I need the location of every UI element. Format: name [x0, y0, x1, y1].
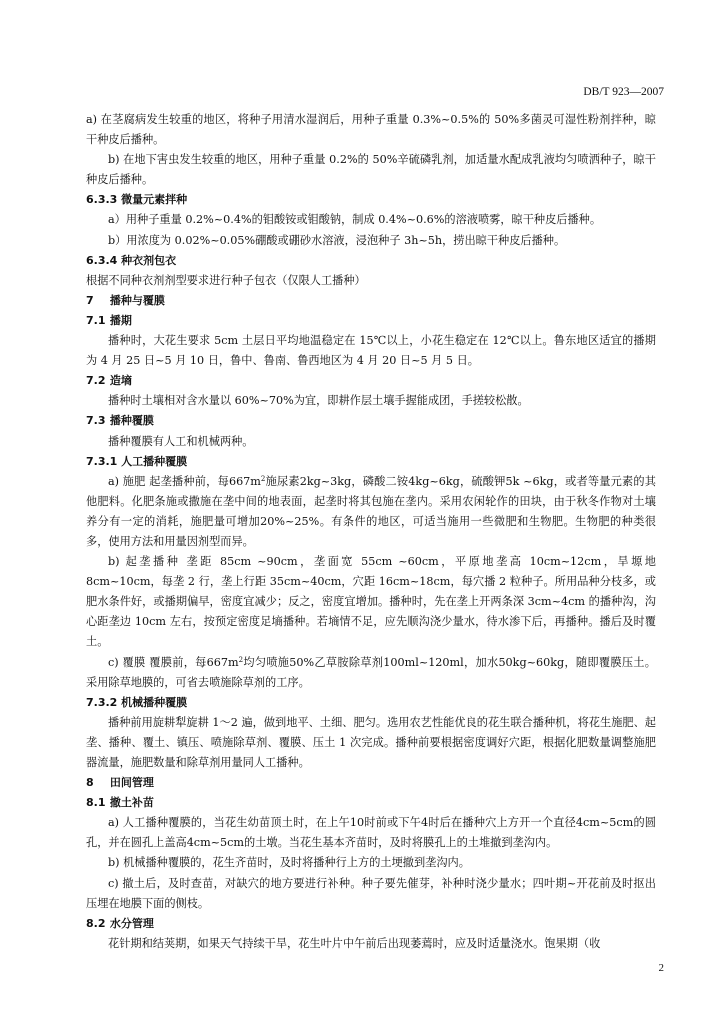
- section-heading-7-1: [86, 311, 656, 331]
- paragraph: a) 人工播种覆膜的，当花生幼苗顶土时，在上午10时前或下午4时后在播种穴上方开一个直径4cm~5cm的圆孔，并在圆孔上盖高4cm~5cm的土墩。当花生基本齐苗时，及时将膜孔上的土堆撤到垄沟内。: [86, 816, 656, 850]
- section-heading-7-3: [86, 411, 656, 431]
- superscript: 2: [260, 474, 266, 483]
- section-title: 播期: [109, 313, 132, 327]
- paragraph: b) 在地下害虫发生较重的地区，用种子重量 0.2%的 50%辛硫磷乳剂，加适量水配成乳液均匀喷洒种子，晾干种皮后播种。: [86, 153, 656, 187]
- section-heading-8: [86, 773, 656, 793]
- section-title: 造墒: [109, 374, 132, 388]
- section-title: 微量元素拌种: [121, 193, 188, 207]
- section-heading-7: [86, 291, 656, 311]
- paragraph: b) 机械播种覆膜的，花生齐苗时，及时将播种行上方的土埂撤到垄沟内。: [108, 856, 470, 870]
- section-heading-8-2: [86, 914, 656, 934]
- paragraph: 播种时，大花生要求 5cm 土层日平均地温稳定在 15℃以上，小花生稳定在 12℃以上。鲁东地区适宜的播期为 4 月 25 日~5 月 10 日，鲁中、鲁南、鲁西地区为 4 月 20 日~5 月 5 日。: [86, 334, 656, 368]
- section-number: 7.3.2: [86, 695, 118, 709]
- paragraph: 播种前用旋耕犁旋耕 1～2 遍，做到地平、土细、肥匀。选用农艺性能优良的花生联合播种机，将花生施肥、起垄、播种、覆土、镇压、喷施除草剂、覆膜、压土 1 次完成。播种前要根据密度调好穴距，根据化肥数量调整施肥器流量，施肥数量和除草剂用量同人工播种。: [86, 715, 656, 769]
- section-title: 田间管理: [109, 776, 154, 790]
- paragraph: 根据不同种衣剂剂型要求进行种子包衣（仅限人工播种）: [86, 273, 366, 287]
- section-number: 7: [86, 293, 94, 307]
- section-title: 播种与覆膜: [109, 293, 165, 307]
- text: c) 覆膜 覆膜前，每667m: [108, 655, 239, 669]
- superscript: 2: [238, 655, 244, 664]
- section-number: 7.3.1: [86, 454, 118, 468]
- page-number: 2: [658, 962, 664, 974]
- section-number: 6.3.4: [86, 253, 118, 267]
- paragraph: a）用种子重量 0.2%~0.4%的钼酸铵或钼酸钠，制成 0.4%~0.6%的溶液喷雾，晾干种皮后播种。: [108, 213, 602, 227]
- section-number: 8.1: [86, 796, 106, 810]
- paragraph: c) 撤土后，及时查苗，对缺穴的地方要进行补种。种子要先催芽，补种时浇少量水；四叶期~开花前及时抠出压埋在地膜下面的侧枝。: [86, 876, 656, 910]
- paragraph: b）用浓度为 0.02%~0.05%硼酸或硼砂水溶液，浸泡种子 3h~5h，捞出晾干种皮后播种。: [108, 233, 566, 247]
- section-title: 水分管理: [109, 916, 154, 930]
- paragraph-film: [86, 653, 656, 693]
- text: 施尿素2kg~3kg，磷酸二铵4kg~6kg，硫酸钾5k ~6kg，或者等量元素的其他肥料。化肥条施或撒施在垄中间的地表面，起垄时将其包施在垄内。采用农闲轮作的田块，由于秋冬作物对土壤养分有一定的消耗，施肥量可增加20%~25%。有条件的地区，可适当施用一些微肥和生物肥。生物肥的种类很多，使用方法和用量因剂型而异。: [86, 474, 656, 548]
- paragraph: 花针期和结荚期，如果天气持续干旱，花生叶片中午前后出现萎蔫时，应及时适量浇水。饱果期（收: [108, 936, 601, 950]
- section-heading-6-3-3: [86, 190, 656, 210]
- document-body: [86, 110, 656, 954]
- section-heading-8-1: [86, 793, 656, 813]
- section-title: 撤土补苗: [109, 796, 154, 810]
- section-heading-6-3-4: [86, 251, 656, 271]
- paragraph: 播种时土壤相对含水量以 60%~70%为宜，即耕作层土壤手握能成团，手搓较松散。: [108, 394, 529, 408]
- section-title: 机械播种覆膜: [121, 695, 188, 709]
- section-number: 8: [86, 776, 94, 790]
- section-heading-7-3-1: [86, 452, 656, 472]
- paragraph-fertilizer: [86, 472, 656, 552]
- text: a) 施肥 起垄播种前，每667m: [108, 474, 261, 488]
- section-number: 8.2: [86, 916, 106, 930]
- paragraph: a) 在茎腐病发生较重的地区，将种子用清水湿润后，用种子重量 0.3%~0.5%的 50%多菌灵可湿性粉剂拌种，晾干种皮后播种。: [86, 113, 656, 147]
- section-number: 7.3: [86, 414, 106, 428]
- paragraph: b) 起垄播种 垄距 85cm ~90cm，垄面宽 55cm ~60cm，平原地垄高 10cm~12cm，旱塬地 8cm~10cm，每垄 2 行，垄上行距 35cm~40cm，穴距 16cm~18cm，每穴播 2 粒种子。所用品种分枝多，或肥水条件好，或播期偏早，密度宜减少；反之，密度宜增加。播种时，先在垄上开两条深 3cm~4cm 的播种沟，沟心距垄边 10cm 左右，按预定密度足墒播种。若墒情不足，应先顺沟浇少量水，待水渗下后，再播种。播后及时覆土。: [86, 555, 656, 649]
- paragraph: 播种覆膜有人工和机械两种。: [108, 434, 254, 448]
- section-title: 种衣剂包衣: [121, 253, 177, 267]
- standard-number: DB/T 923—2007: [583, 86, 664, 98]
- section-title: 人工播种覆膜: [121, 454, 188, 468]
- section-title: 播种覆膜: [109, 414, 154, 428]
- section-heading-7-3-2: [86, 693, 656, 713]
- section-number: 7.1: [86, 313, 106, 327]
- section-number: 6.3.3: [86, 193, 118, 207]
- text: 均匀喷施50%乙草胺除草剂100ml~120ml，加水50kg~60kg，随即覆膜压土。采用除草地膜的，可省去喷施除草剂的工序。: [86, 655, 656, 689]
- section-heading-7-2: [86, 371, 656, 391]
- section-number: 7.2: [86, 374, 106, 388]
